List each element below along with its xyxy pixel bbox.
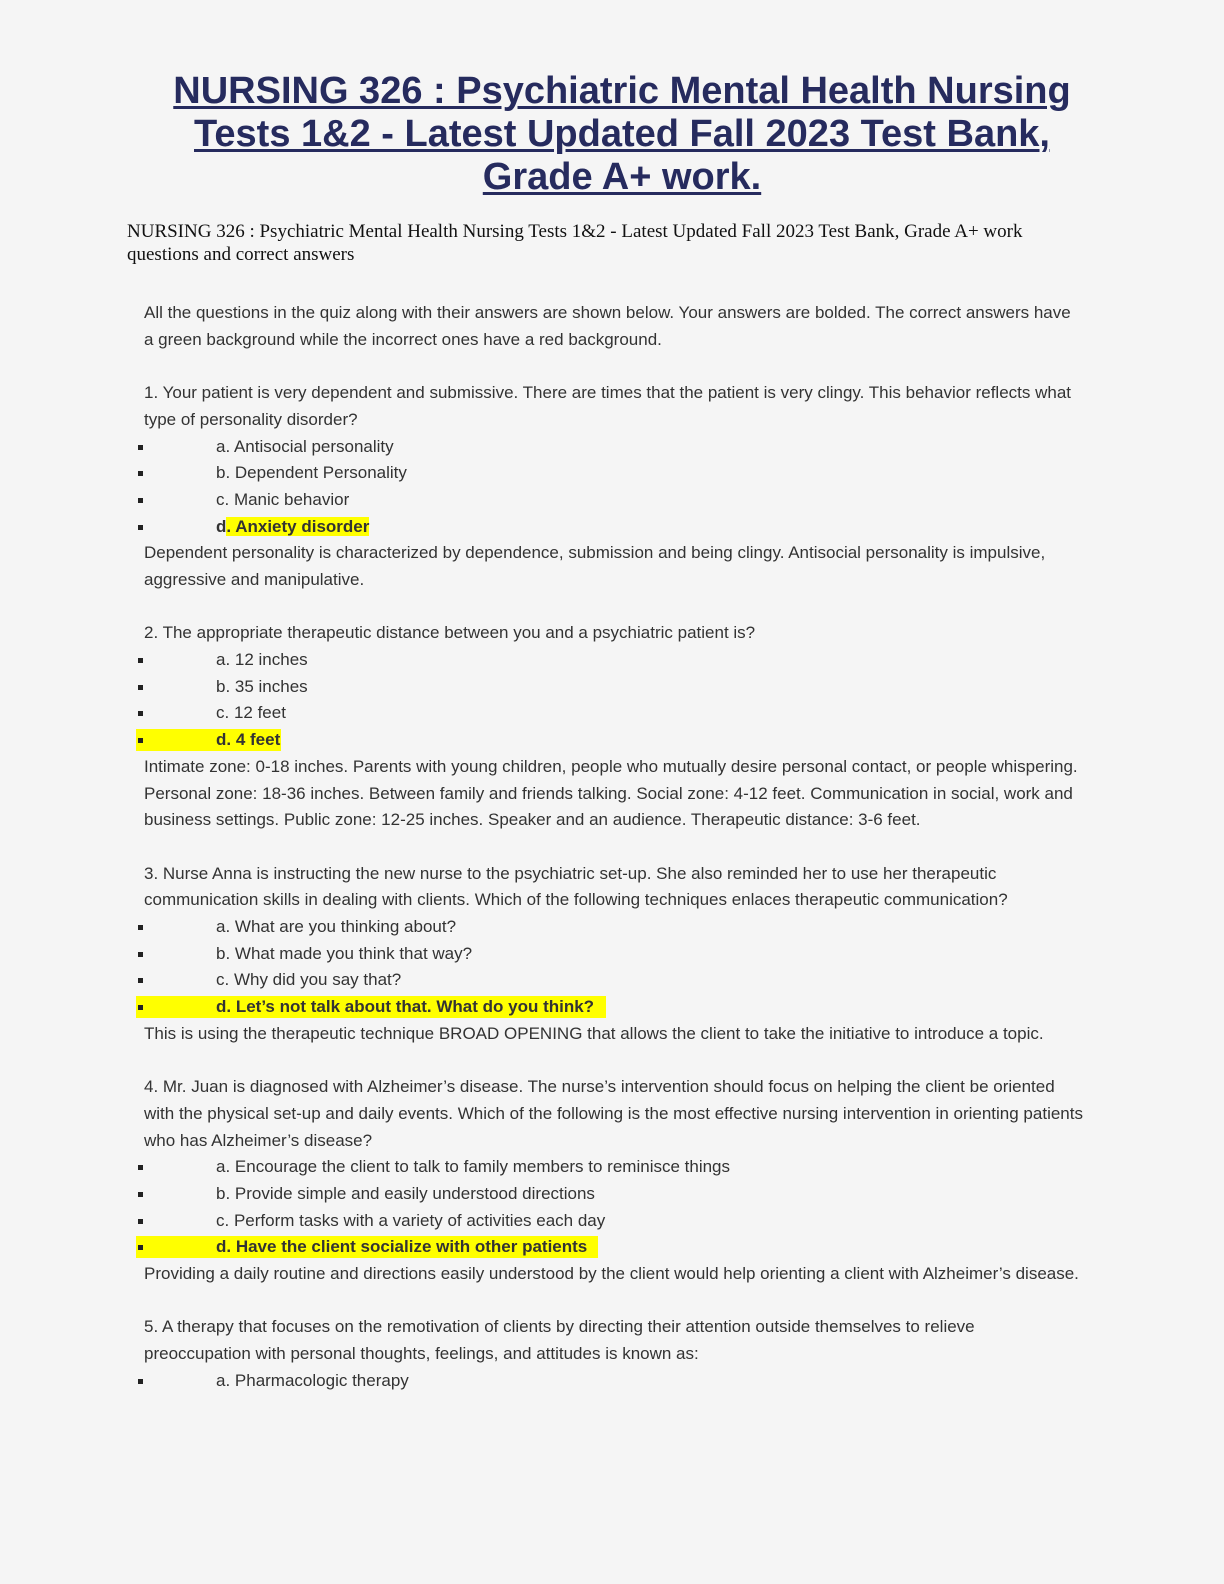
selected-answer-highlight: . Anxiety disorder [226, 516, 370, 536]
document-subtitle: NURSING 326 : Psychiatric Mental Health Nursing Tests 1&2 - Latest Updated Fall 2023 Test Bank, Grade A+ work questions and correct answers [127, 221, 1023, 265]
question-3: 3. Nurse Anna is instructing the new nurse to the psychiatric set-up. She also reminded her to use her therapeutic communication skills in dealing with clients. Which of the following techniques enlaces therapeutic communication? [144, 863, 1008, 910]
question-5: 5. A therapy that focuses on the remotivation of clients by directing their attention outside themselves to relieve preoccupation with personal thoughts, feelings, and attitudes is known as: [144, 1317, 975, 1364]
bullet-icon [138, 498, 143, 503]
question-2: 2. The appropriate therapeutic distance between you and a psychiatric patient is? [144, 623, 756, 643]
option-3a: a. What are you thinking about? [144, 914, 1084, 941]
option-4b: b. Provide simple and easily understood directions [144, 1181, 1084, 1208]
option-2b: b. 35 inches [144, 674, 1084, 701]
bullet-icon [138, 952, 143, 957]
option-3b: b. What made you think that way? [144, 941, 1084, 968]
explanation-1: Dependent personality is characterized by dependence, submission and being clingy. Antisocial personality is impulsive, aggressive and manipulative. [144, 543, 1046, 589]
option-1a: a. Antisocial personality [144, 434, 1084, 461]
bullet-icon [138, 1165, 143, 1170]
option-1c: c. Manic behavior [144, 487, 1084, 514]
bullet-icon [138, 711, 143, 716]
option-2a: a. 12 inches [144, 647, 1084, 674]
question-4: 4. Mr. Juan is diagnosed with Alzheimer’s disease. The nurse’s intervention should focus on helping the client be oriented with the physical set-up and daily events. Which of the following is the most effective nursing intervention in orienting patients who has Alzheimer’s disease? [144, 1077, 1083, 1150]
option-2d-selected: d. 4 feet [144, 727, 1084, 754]
option-1b: b. Dependent Personality [144, 460, 1084, 487]
bullet-icon [138, 1219, 143, 1224]
explanation-3: This is using the therapeutic technique BROAD OPENING that allows the client to take the initiative to introduce a topic. [144, 1023, 1044, 1043]
option-3c: c. Why did you say that? [144, 967, 1084, 994]
option-4d-selected: d. Have the client socialize with other patients [144, 1234, 1084, 1261]
option-4c: c. Perform tasks with a variety of activities each day [144, 1208, 1084, 1235]
bullet-icon [138, 658, 143, 663]
bullet-icon [138, 738, 143, 743]
option-3d-selected: d. Let’s not talk about that. What do you think? [144, 994, 1084, 1021]
explanation-4: Providing a daily routine and directions easily understood by the client would help orienting a client with Alzheimer’s disease. [144, 1264, 1079, 1283]
bullet-icon [138, 1005, 143, 1010]
quiz-body [144, 300, 1084, 1394]
bullet-icon [138, 1245, 143, 1250]
document-title: NURSING 326 : Psychiatric Mental Health Nursing Tests 1&2 - Latest Updated Fall 2023 Test Bank, Grade A+ work. [173, 70, 1071, 198]
option-2c: c. 12 feet [144, 700, 1084, 727]
bullet-icon [138, 978, 143, 983]
bullet-icon [138, 471, 143, 476]
bullet-icon [138, 445, 143, 450]
bullet-icon [138, 525, 143, 530]
intro-text: All the questions in the quiz along with their answers are shown below. Your answers are bolded. The correct answers have a green background while the incorrect ones have a red background. [144, 303, 1071, 349]
option-5a: a. Pharmacologic therapy [144, 1368, 1084, 1395]
option-4a: a. Encourage the client to talk to family members to reminisce things [144, 1154, 1084, 1181]
bullet-icon [138, 1379, 143, 1384]
bullet-icon [138, 925, 143, 930]
selected-prefix: d [216, 516, 227, 536]
option-1d-selected [144, 514, 1084, 541]
explanation-2: Intimate zone: 0-18 inches. Parents with young children, people who mutually desire personal contact, or people whispering. Personal zone: 18-36 inches. Between family and friends talking. Social zone: 4-12 feet. Communication in social, work and business settings. Public zone: 12-25 inches. Speaker and an audience. Therapeutic distance: 3-6 feet. [144, 756, 1078, 830]
question-1: 1. Your patient is very dependent and submissive. There are times that the patient is very clingy. This behavior reflects what type of personality disorder? [144, 383, 1071, 429]
bullet-icon [138, 1192, 143, 1197]
bullet-icon [138, 685, 143, 690]
